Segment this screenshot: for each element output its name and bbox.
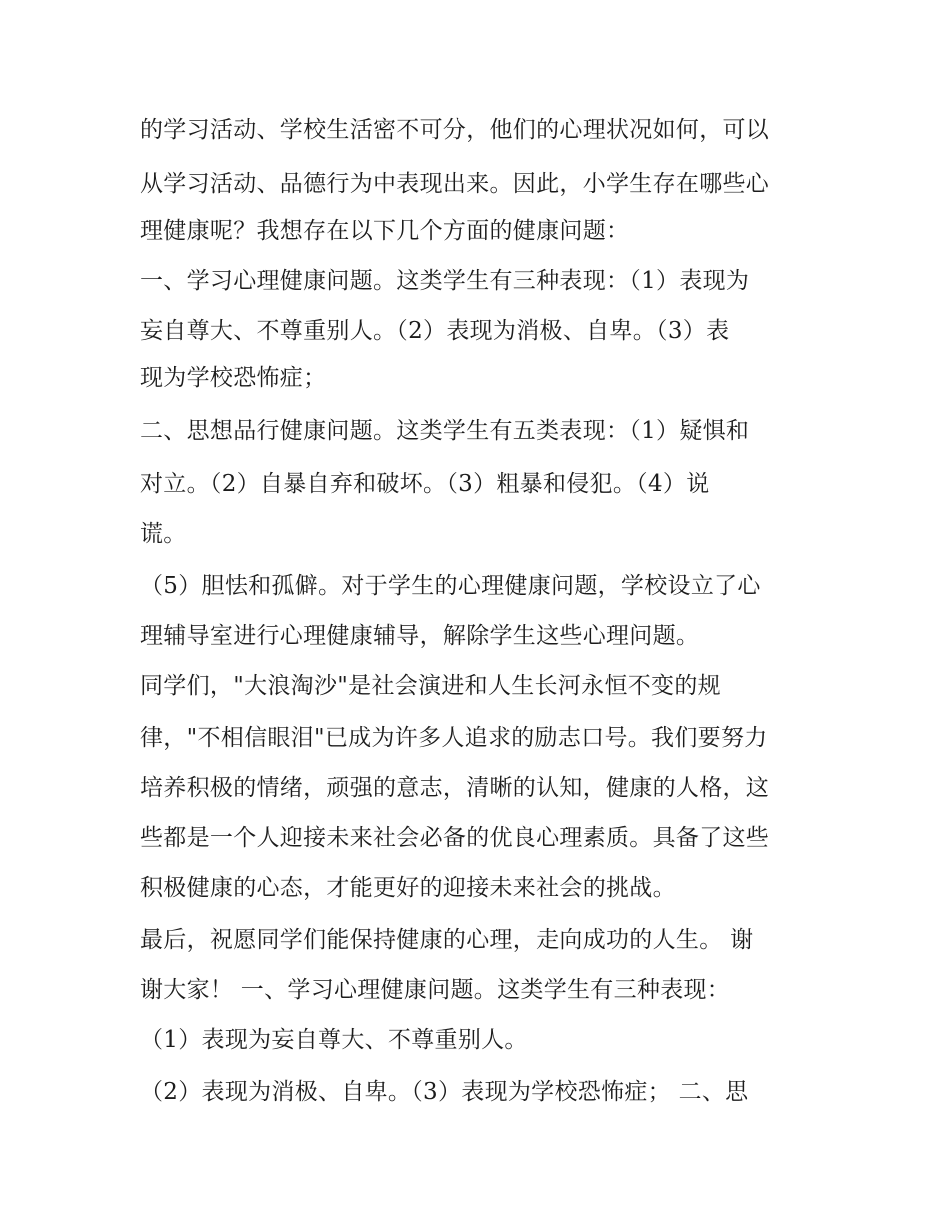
text-line: 妄自尊大、不尊重别人。（2）表现为消极、自卑。（3）表: [140, 318, 730, 344]
text-line: 积极健康的心态，才能更好的迎接未来社会的挑战。: [140, 875, 676, 901]
text-line: 同学们，"大浪淘沙"是社会演进和人生长河永恒不变的规: [140, 673, 721, 699]
text-line: 二、思想品行健康问题。这类学生有五类表现：（1）疑惧和: [140, 418, 750, 444]
text-line: 最后，祝愿同学们能保持健康的心理，走向成功的人生。 谢: [140, 927, 754, 953]
text-line: 从学习活动、品德行为中表现出来。因此，小学生存在哪些心: [140, 171, 770, 197]
text-line: （1）表现为妄自尊大、不尊重别人。: [140, 1027, 528, 1053]
text-line: 对立。（2）自暴自弃和破坏。（3）粗暴和侵犯。（4）说: [140, 471, 710, 497]
text-line: 些都是一个人迎接未来社会必备的优良心理素质。具备了这些: [140, 825, 770, 851]
text-line: 理健康呢？我想存在以下几个方面的健康问题：: [140, 218, 630, 244]
text-line: 谎。: [140, 521, 187, 547]
text-line: 培养积极的情绪，顽强的意志，清晰的认知，健康的人格，这: [140, 775, 770, 801]
text-line: 现为学校恐怖症；: [140, 365, 327, 391]
text-line: （5）胆怯和孤僻。对于学生的心理健康问题，学校设立了心: [140, 573, 761, 599]
text-line: （2）表现为消极、自卑。（3）表现为学校恐怖症； 二、思: [140, 1079, 749, 1105]
text-line: 一、学习心理健康问题。这类学生有三种表现：（1）表现为: [140, 268, 750, 294]
text-line: 谢大家！ 一、学习心理健康问题。这类学生有三种表现：: [140, 977, 731, 1003]
text-line: 律，"不相信眼泪"已成为许多人追求的励志口号。我们要努力: [140, 725, 768, 751]
text-line: 理辅导室进行心理健康辅导，解除学生这些心理问题。: [140, 623, 700, 649]
text-line: 的学习活动、学校生活密不可分，他们的心理状况如何，可以: [140, 117, 770, 143]
